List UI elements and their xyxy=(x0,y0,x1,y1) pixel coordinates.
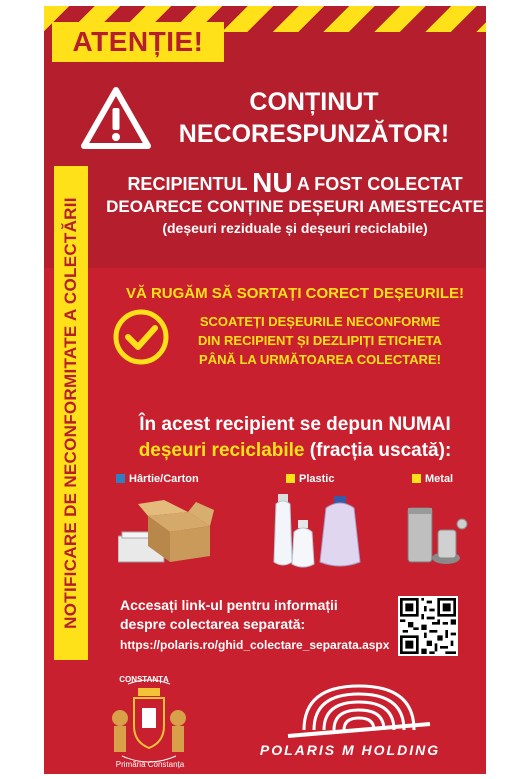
info-link[interactable]: https://polaris.ro/ghid_colectare_separata.aspx xyxy=(120,638,390,652)
category-paper xyxy=(116,473,199,485)
metal-swatch-icon xyxy=(412,474,421,483)
category-plastic-label: Plastic xyxy=(299,473,335,485)
recyclable-line2 xyxy=(104,440,486,462)
attention-badge: ATENȚIE! xyxy=(52,22,224,62)
side-label xyxy=(54,166,88,660)
recyclable-line1: În acest recipient se depun NUMAI xyxy=(139,414,451,435)
recyclable-highlight: deșeuri reciclabile xyxy=(138,440,305,461)
paper-swatch-icon xyxy=(116,474,125,483)
crest-caption: Primăria Constanța xyxy=(115,760,185,769)
category-metal xyxy=(412,473,453,485)
notice-line2: DEOARECE CONȚINE DEȘEURI AMESTECATE xyxy=(106,197,484,216)
crest-title: CONSTANȚA xyxy=(119,675,169,684)
title-line1: CONȚINUT xyxy=(249,88,379,116)
title-line2: NECORESPUNZĂTOR! xyxy=(178,120,450,148)
category-metal-label: Metal xyxy=(425,473,454,485)
constanta-crest-icon xyxy=(108,678,190,770)
polaris-logo-icon xyxy=(284,680,434,740)
sort-line1: SCOATEȚI DEȘEURILE NECONFORME xyxy=(199,314,441,329)
info-text xyxy=(120,596,380,634)
notice-line1 xyxy=(104,167,486,198)
info-line1: Accesați link-ul pentru informații xyxy=(120,597,338,613)
sort-line3: PÂNĂ LA URMĂTOAREA COLECTARE! xyxy=(199,352,441,367)
sort-instructions xyxy=(170,312,470,369)
plastic-swatch-icon xyxy=(286,474,295,483)
category-plastic xyxy=(286,473,334,485)
notice-line1-pre: RECIPIENTUL xyxy=(127,174,253,194)
sort-line2: DIN RECIPIENT ȘI DEZLIPIȚI ETICHETA xyxy=(198,333,442,348)
recyclable-rest: (fracția uscată): xyxy=(304,440,452,461)
checkmark-icon xyxy=(112,308,170,366)
cardboard-box-icon xyxy=(118,496,218,568)
notice-line1-strong: NU xyxy=(252,167,293,198)
info-line2: despre colectarea separată: xyxy=(120,616,306,632)
plastic-bottles-icon xyxy=(270,492,380,570)
warning-triangle-icon xyxy=(80,86,152,150)
company-name: POLARIS M HOLDING xyxy=(259,742,441,758)
notice-line3: (deșeuri reziduale și deșeuri reciclabile) xyxy=(162,220,428,236)
sort-heading: VĂ RUGĂM SĂ SORTAȚI CORECT DEȘEURILE! xyxy=(125,285,465,302)
category-paper-label: Hârtie/Carton xyxy=(129,473,199,485)
notice-line1-post: A FOST COLECTAT xyxy=(292,174,463,194)
page-title xyxy=(164,86,464,150)
qr-code-icon[interactable] xyxy=(398,596,458,656)
side-label-text: NOTIFICARE DE NECONFORMITATE A COLECTĂRII xyxy=(61,197,80,629)
metal-cans-icon xyxy=(404,500,468,568)
